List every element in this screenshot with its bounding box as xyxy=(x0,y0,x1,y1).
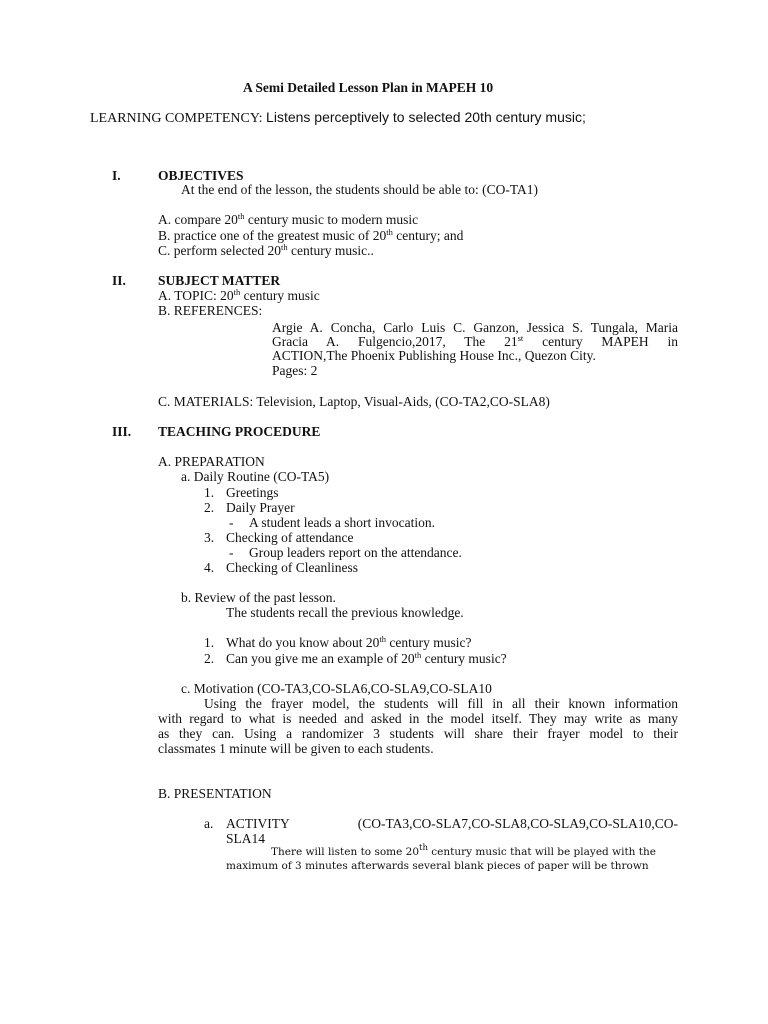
routine-attendance: Checking of attendance xyxy=(226,530,354,545)
presentation-heading: B. PRESENTATION xyxy=(158,786,272,801)
motivation-line-2: with regard to what is needed and asked in the model itself. They may write as many xyxy=(158,711,678,726)
routine-number: 1. xyxy=(204,485,215,500)
routine-cleanliness: Checking of Cleanliness xyxy=(226,560,358,575)
routine-number: 2. xyxy=(204,500,215,515)
subject-matter-numeral: II. xyxy=(112,273,126,288)
routine-attendance-detail: Group leaders report on the attendance. xyxy=(249,545,462,560)
document-title: A Semi Detailed Lesson Plan in MAPEH 10 xyxy=(243,80,494,95)
activity-heading: ACTIVITY (CO-TA3,CO-SLA7,CO-SLA8,CO-SLA9,CO-SLA10,CO- xyxy=(226,816,678,831)
activity-letter: a. xyxy=(204,816,214,831)
routine-daily-prayer: Daily Prayer xyxy=(226,500,295,515)
objective-b: B. practice one of the greatest music of 20th century; and xyxy=(158,227,464,243)
motivation-line-1: Using the frayer model, the students will fill in all their known information xyxy=(204,696,678,711)
materials: C. MATERIALS: Television, Laptop, Visual-Aids, (CO-TA2,CO-SLA8) xyxy=(158,394,550,409)
routine-greetings: Greetings xyxy=(226,485,279,500)
bullet-dash: - xyxy=(229,545,234,560)
question-2: Can you give me an example of 20th century music? xyxy=(226,650,507,666)
activity-text-2: maximum of 3 minutes afterwards several blank pieces of paper will be thrown xyxy=(226,860,649,872)
reference-line-2: Gracia A. Fulgencio,2017, The 21st century MAPEH in xyxy=(272,333,678,349)
routine-number: 4. xyxy=(204,560,215,575)
objective-a: A. compare 20th century music to modern music xyxy=(158,211,419,227)
objective-c: C. perform selected 20th century music.. xyxy=(158,242,374,258)
daily-routine: a. Daily Routine (CO-TA5) xyxy=(181,469,330,484)
review-text: The students recall the previous knowledge. xyxy=(226,605,464,620)
motivation-line-4: classmates 1 minute will be given to each students. xyxy=(158,741,434,756)
objectives-heading: OBJECTIVES xyxy=(158,168,244,183)
bullet-dash: - xyxy=(229,515,234,530)
review-heading: b. Review of the past lesson. xyxy=(181,590,336,605)
procedure-numeral: III. xyxy=(112,424,132,439)
subject-matter-heading: SUBJECT MATTER xyxy=(158,273,281,288)
motivation-heading: c. Motivation (CO-TA3,CO-SLA6,CO-SLA9,CO-SLA10 xyxy=(181,681,492,696)
activity-text-1: There will listen to some 20th century music that will be played with the xyxy=(271,843,656,858)
preparation-heading: A. PREPARATION xyxy=(158,454,265,469)
routine-number: 3. xyxy=(204,530,215,545)
references-label: B. REFERENCES: xyxy=(158,303,263,318)
question-number: 2. xyxy=(204,651,215,666)
question-number: 1. xyxy=(204,635,215,650)
reference-line-3: ACTION,The Phoenix Publishing House Inc., Quezon City. xyxy=(272,348,596,363)
reference-line-1: Argie A. Concha, Carlo Luis C. Ganzon, Jessica S. Tungala, Maria xyxy=(272,320,678,335)
learning-competency xyxy=(90,110,586,126)
question-1: What do you know about 20th century music? xyxy=(226,634,472,650)
competency-text: Listens perceptively to selected 20th century music; xyxy=(266,109,586,125)
competency-label: LEARNING COMPETENCY: xyxy=(90,111,263,126)
procedure-heading: TEACHING PROCEDURE xyxy=(158,424,321,439)
topic: A. TOPIC: 20th century music xyxy=(158,287,320,303)
activity-codes-continued: SLA14 xyxy=(226,831,266,846)
objectives-intro: At the end of the lesson, the students should be able to: (CO-TA1) xyxy=(181,182,538,197)
reference-line-4: Pages: 2 xyxy=(272,363,318,378)
routine-prayer-detail: A student leads a short invocation. xyxy=(249,515,435,530)
motivation-line-3: as they can. Using a randomizer 3 students will share their frayer model to their xyxy=(158,726,678,741)
objectives-numeral: I. xyxy=(112,168,121,183)
